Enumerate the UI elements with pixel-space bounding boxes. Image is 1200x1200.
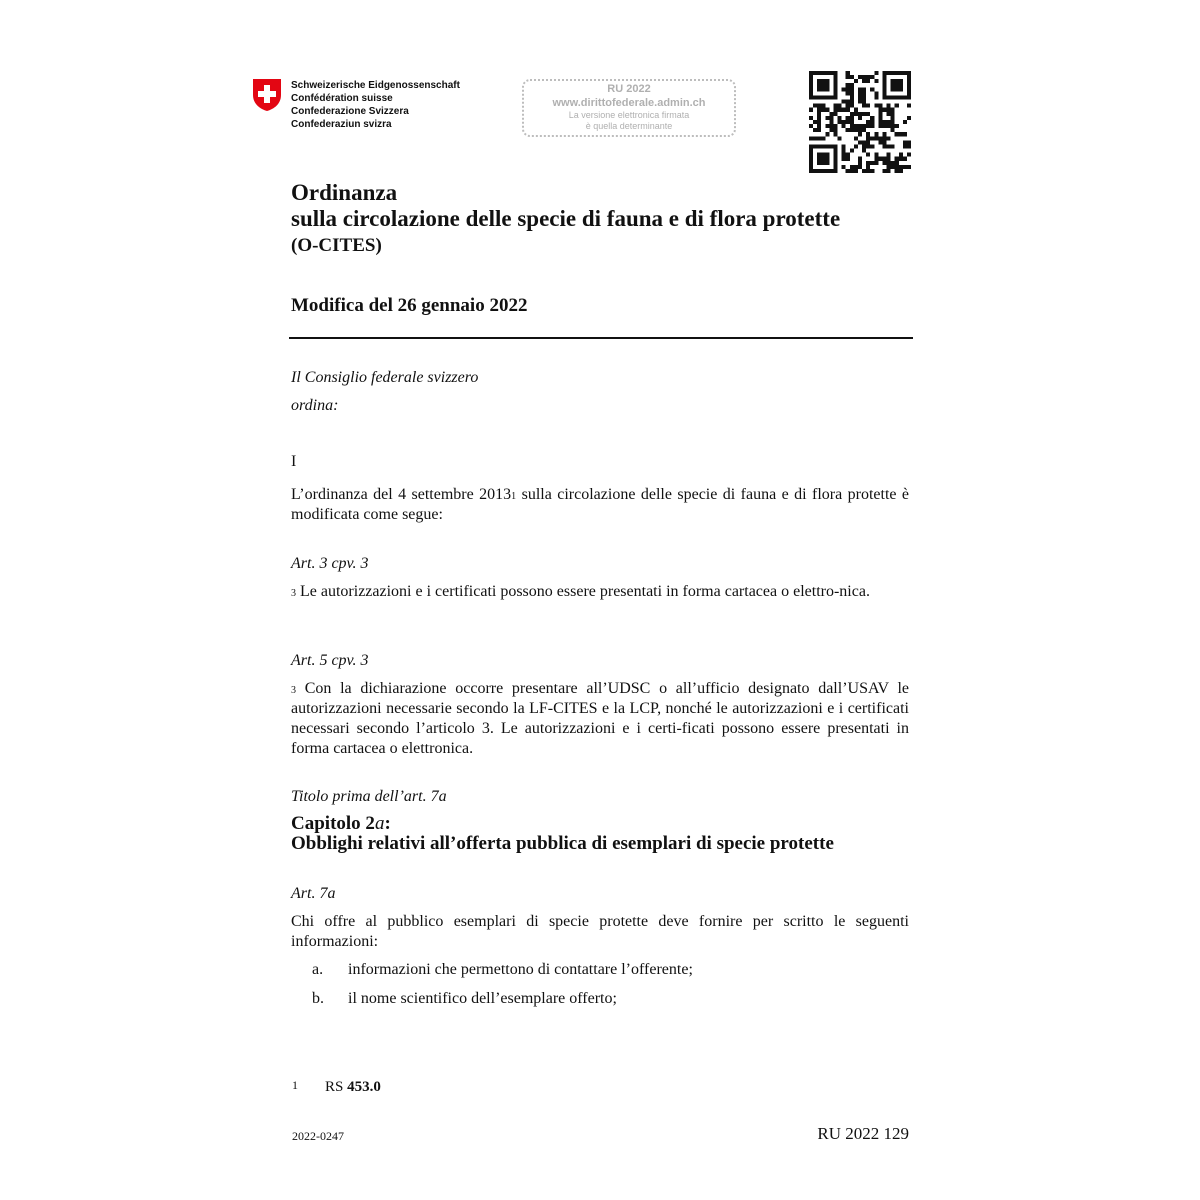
chapter-number-letter: a [374,813,385,834]
section-intro [291,485,909,525]
art3-heading: Art. 3 cpv. 3 [291,555,369,572]
art5-heading: Art. 5 cpv. 3 [291,652,369,669]
art7a-paragraph: Chi offre al pubblico esemplari di specie protette deve fornire per scritto le seguenti informazioni: [291,913,909,950]
stamp-collection: RU 2022 [607,83,651,95]
art7a-heading-pre: Art. 7 [291,885,328,902]
art3-text: Le autorizzazioni e i certificati possono essere presentati in forma cartacea o elettro-nica. [296,583,870,600]
section-numeral: I [291,453,297,470]
chapter-pre-heading: Titolo prima dell’art. 7a [291,788,447,805]
intro-text-after: sulla circolazione delle specie di fauna e di flora protette è modificata come segue: [291,486,910,523]
list-item-a-letter: a. [312,961,324,978]
chapter-number-colon: : [384,813,391,834]
title-line-1: Ordinanza [291,180,398,205]
list-item-b-text: il nome scientifico dell’esemplare offerto; [348,990,617,1007]
footnote-text [325,1079,381,1096]
art5-para-number: 3 [291,685,296,696]
electronic-version-stamp [522,79,736,137]
footnote-ref: 1 [511,491,517,502]
confederation-names [291,79,460,131]
art7a-heading [291,884,335,904]
org-name-it: Confederazione Svizzera [291,106,409,117]
title-abbreviation: (O-CITES) [291,235,382,256]
org-name-rm: Confederaziun svizra [291,119,392,130]
document-title [291,180,840,232]
list-item-b-letter: b. [312,990,324,1007]
title-divider [289,337,913,339]
preamble-authority: Il Consiglio federale svizzero [291,369,479,386]
art5-text: Con la dichiarazione occorre presentare all’UDSC o all’ufficio designato dall’USAV le autorizzazioni necessarie secondo la LF-CITES e la LCP, nonché le autorizzazioni e i certificati necessari secondo l’articolo 3. Le autorizzazioni e i certi-ficati possono essere presentati in forma cartacea o elettronica. [291,680,909,757]
stamp-url: www.dirittofederale.admin.ch [552,97,706,109]
chapter-heading [291,814,834,854]
amendment-date: Modifica del 26 gennaio 2022 [291,295,528,316]
page-reference: RU 2022 129 [817,1124,909,1143]
footnote-reference: 453.0 [347,1079,381,1095]
document-code: 2022-0247 [292,1129,344,1143]
preamble-ordina: ordina: [291,397,339,414]
footnote-number: 1 [292,1078,298,1092]
swiss-cross-shield-icon [252,78,282,112]
org-name-fr: Confédération suisse [291,93,393,104]
chapter-title: Obblighi relativi all’offerta pubblica di esemplari di specie protette [291,833,834,854]
footnote-prefix: RS [325,1079,348,1095]
chapter-number-pre: Capitolo 2 [291,813,375,834]
chapter-number [291,814,834,834]
art7a-heading-letter: a [327,885,336,902]
stamp-note-2: è quella determinante [585,121,673,131]
list-item-a-text: informazioni che permettono di contattare l’offerente; [348,961,693,978]
title-line-2: sulla circolazione delle specie di fauna e di flora protette [291,206,841,231]
art3-paragraph [291,582,909,602]
qr-code-icon [809,71,911,173]
art5-paragraph [291,679,909,759]
intro-text-before: L’ordinanza del 4 settembre 2013 [291,486,512,503]
org-name-de: Schweizerische Eidgenossenschaft [291,80,460,91]
stamp-note-1: La versione elettronica firmata [568,110,690,120]
art3-para-number: 3 [291,588,296,599]
